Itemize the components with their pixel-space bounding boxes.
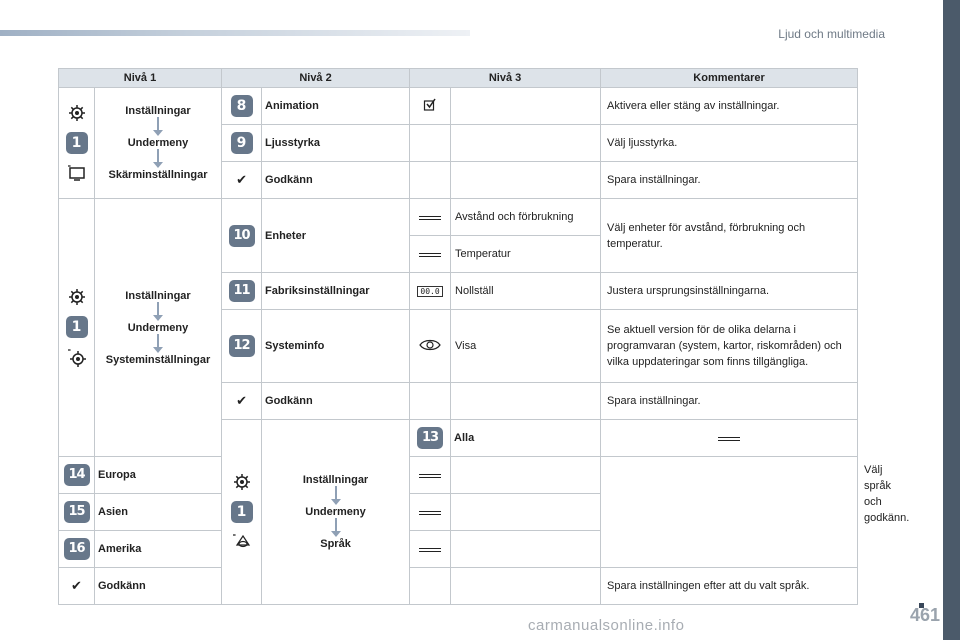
level2-label: Godkänn — [262, 162, 410, 199]
comment: Spara inställningen efter att du valt språk. — [601, 568, 858, 605]
display-settings-icon — [67, 164, 87, 182]
gear-icon — [233, 473, 251, 491]
table-row — [59, 199, 858, 236]
level1-badge: 1 — [66, 132, 88, 154]
comment: Välj ljusstyrka. — [601, 125, 858, 162]
menu-item: Skärminställningar — [108, 169, 208, 181]
level2-label: Godkänn — [95, 568, 222, 605]
section-title: Ljud och multimedia — [778, 27, 885, 41]
eye-icon — [419, 338, 441, 352]
level3-label: Nollställ — [451, 273, 601, 310]
step-badge: 15 — [64, 501, 90, 523]
comment: Välj enheter för avstånd, förbrukning och temperatur. — [601, 199, 858, 273]
gear-icon — [68, 288, 86, 306]
settings-table — [58, 68, 910, 605]
step-badge: 16 — [64, 538, 90, 560]
level1-badge: 1 — [231, 501, 253, 523]
step-badge: 11 — [229, 280, 255, 302]
header-level3: Nivå 3 — [410, 69, 601, 88]
checkmark-icon: ✔ — [236, 393, 247, 408]
arrow-down-icon — [153, 334, 163, 354]
level2-label: Europa — [95, 457, 222, 494]
arrow-down-icon — [331, 518, 341, 538]
table-row — [59, 88, 858, 125]
level3-label: Visa — [451, 310, 601, 383]
language-icon — [232, 533, 252, 551]
table-row — [59, 531, 858, 568]
table-row — [59, 494, 858, 531]
arrow-down-icon — [153, 302, 163, 322]
gear-icon — [68, 104, 86, 122]
menu-item: Inställningar — [125, 289, 191, 302]
header-level2: Nivå 2 — [222, 69, 410, 88]
arrow-down-icon — [153, 117, 163, 137]
checkmark-icon: ✔ — [236, 172, 247, 187]
level3-label: Temperatur — [451, 236, 601, 273]
arrow-down-icon — [153, 149, 163, 169]
step-badge: 10 — [229, 225, 255, 247]
comment: Justera ursprungsinställningarna. — [601, 273, 858, 310]
level2-label: Godkänn — [262, 383, 410, 420]
checkbox-icon — [423, 98, 437, 112]
comment: Aktivera eller stäng av inställningar. — [601, 88, 858, 125]
step-badge: 9 — [231, 132, 253, 154]
comment: Se aktuell version för de olika delarna i programvaran (system, kartor, riskområden) och vilka uppdateringar som finns tillgängliga. — [601, 310, 858, 383]
step-badge: 14 — [64, 464, 90, 486]
header-accent-bar — [0, 30, 470, 36]
level1-menu — [95, 88, 222, 199]
option-bar-icon — [419, 253, 441, 257]
comment: Spara inställningar. — [601, 162, 858, 199]
step-badge: 12 — [229, 335, 255, 357]
system-settings-icon — [67, 348, 87, 368]
header-level1: Nivå 1 — [59, 69, 222, 88]
menu-item: Inställningar — [302, 474, 369, 486]
level1-menu — [95, 199, 222, 457]
arrow-down-icon — [331, 486, 341, 506]
table-row: 1 Inställningar Undermeny Språk 13 Alla Välj språk och godkänn. — [59, 420, 858, 457]
checkmark-icon: ✔ — [71, 578, 82, 593]
level1-menu — [262, 420, 410, 605]
level2-label: Asien — [95, 494, 222, 531]
menu-item: Undermeny — [127, 321, 189, 334]
level2-label: Systeminfo — [262, 310, 410, 383]
step-badge: 13 — [417, 427, 443, 449]
menu-item: Undermeny — [305, 506, 366, 518]
reset-counter-icon: 00.0 — [417, 286, 442, 297]
level1-icons — [59, 88, 95, 199]
page-edge-bar — [943, 0, 960, 640]
menu-item: Språk — [320, 538, 351, 550]
option-bar-icon — [419, 511, 441, 515]
menu-item: Inställningar — [125, 105, 191, 117]
level2-label: Ljusstyrka — [262, 125, 410, 162]
level2-label: Animation — [262, 88, 410, 125]
level2-label: Fabriksinställningar — [262, 273, 410, 310]
option-bar-icon — [419, 474, 441, 478]
step-badge: 8 — [231, 95, 253, 117]
level1-icons — [222, 420, 262, 605]
comment: Spara inställningar. — [601, 383, 858, 420]
page-number: 461 — [909, 605, 940, 625]
table-row — [59, 457, 858, 494]
menu-item: Systeminställningar — [105, 353, 211, 366]
table-row — [59, 568, 858, 605]
table-header-row — [59, 69, 858, 88]
level2-label: Enheter — [262, 199, 410, 273]
level2-label: Amerika — [95, 531, 222, 568]
option-bar-icon — [419, 548, 441, 552]
level1-icons — [59, 199, 95, 457]
menu-item: Undermeny — [127, 137, 189, 149]
option-bar-icon — [419, 216, 441, 220]
level1-badge: 1 — [66, 316, 88, 338]
watermark: carmanualsonline.info — [528, 617, 685, 634]
level3-label: Avstånd och förbrukning — [451, 199, 601, 236]
level2-label: Alla — [451, 420, 601, 457]
option-bar-icon — [718, 437, 740, 441]
header-comments: Kommentarer — [601, 69, 858, 88]
